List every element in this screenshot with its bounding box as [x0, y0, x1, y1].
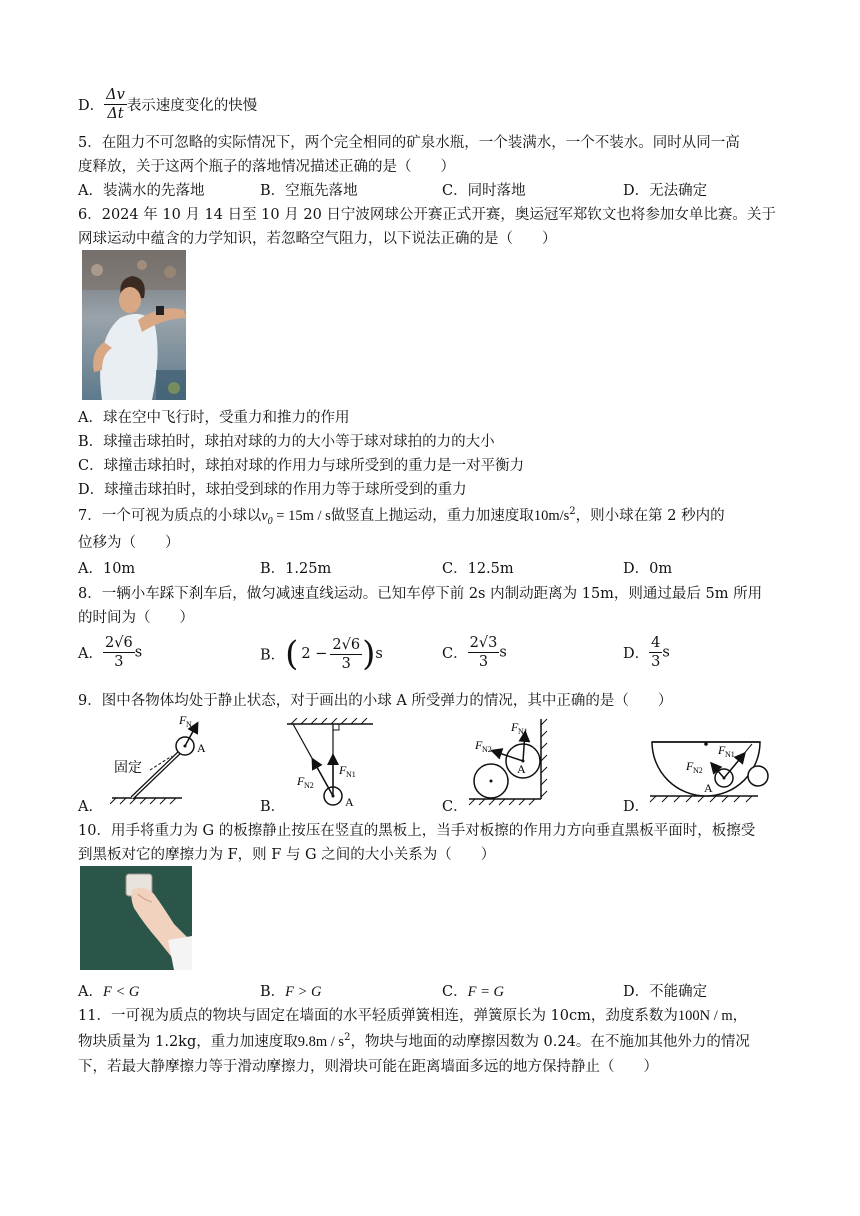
q5-option-a: A．装满水的先落地: [78, 183, 205, 199]
fraction-denominator: 3: [341, 655, 351, 672]
q11-stem-line2: [78, 1030, 750, 1051]
q8-stem-line1: 8．一辆小车踩下刹车后，做匀减速直线运动。已知车停下前 2s 内制动距离为 15m，则通过最后 5m 所用: [78, 586, 763, 602]
q7-option-a: A．10m: [78, 561, 136, 577]
option-label: D．: [78, 98, 105, 114]
fraction-numerator: 2√6: [104, 635, 133, 651]
q5-stem-line1: 5．在阻力不可忽略的实际情况下，两个完全相同的矿泉水瓶，一个装满水，一个不装水。同时从同一高: [78, 135, 740, 151]
fig-b-force2-subscript: N2: [304, 781, 314, 790]
b-minuend: 2 −: [301, 646, 328, 662]
q9-option-c-label: C．: [442, 799, 468, 815]
fraction-denominator: 3: [478, 654, 489, 670]
option-math: F < G: [102, 984, 140, 1000]
q5-option-d: D．无法确定: [623, 183, 708, 199]
fig-b-force2-label: F: [297, 774, 305, 788]
q8-option-b: [260, 634, 383, 674]
option-d-fraction: [649, 634, 662, 671]
fig-a-fixed-label: 固定: [114, 760, 142, 776]
fig-b-force1-label: F: [339, 763, 347, 777]
fraction-denominator: Δt: [107, 106, 124, 122]
paren-right: ): [362, 634, 376, 674]
q7-v0-value: = 15m / s: [272, 508, 331, 524]
q6-option-a: A．球在空中飞行时，受重力和推力的作用: [78, 410, 350, 426]
q7-option-d: D．0m: [623, 561, 673, 577]
fig-a-force-subscript: N: [186, 720, 192, 729]
option-label: B．: [260, 984, 286, 1000]
fig-d-ball-label: A: [704, 781, 713, 795]
q7-stem-line1: [78, 504, 725, 527]
option-label: A．: [78, 646, 103, 662]
q10-option-a: [78, 980, 139, 1001]
q9-figure-c: [467, 715, 552, 807]
fig-c-force1-label: F: [511, 720, 519, 734]
fig-b-ball-label: A: [345, 795, 354, 809]
q9-option-b-label: B．: [260, 799, 286, 815]
q7-option-b: B．1.25m: [260, 561, 332, 577]
q6-option-b: B．球撞击球拍时，球拍对球的力的大小等于球对球拍的力的大小: [78, 434, 495, 450]
unit: s: [375, 646, 383, 662]
q8-option-c: [442, 634, 507, 671]
q6-stem-line1: 6．2024 年 10 月 14 日至 10 月 20 日宁波网球公开赛正式开赛，奥运冠军郑钦文也将参加女单比赛。关于: [78, 207, 776, 223]
q11-g-exponent: 2: [344, 1032, 351, 1044]
q11-text-2: 物块质量为 1.2kg，重力加速度取: [78, 1034, 298, 1050]
fraction-numerator: Δv: [106, 87, 125, 103]
fraction-dv-dt: [104, 86, 127, 123]
fig-c-ball-label: A: [517, 762, 526, 776]
q10-option-b: [260, 980, 322, 1001]
q8-stem-line2: 的时间为（ ）: [78, 610, 194, 626]
fraction-denominator: 3: [114, 654, 124, 670]
blackboard-photo-graphic: [80, 866, 192, 970]
q5-option-b: B．空瓶先落地: [260, 183, 358, 199]
q7-text-pre: 7．一个可视为质点的小球以: [78, 508, 262, 524]
blackboard-eraser-photo: [80, 866, 192, 970]
unit: s: [499, 644, 507, 661]
q11-stem-line1: [78, 1004, 747, 1025]
tennis-photo-graphic: [82, 250, 186, 400]
q8-option-d: [623, 634, 670, 671]
fig-d-force2-label: F: [686, 759, 694, 773]
q9-figure-a: [110, 710, 220, 805]
fraction-denominator: 3: [651, 654, 661, 670]
q9-figure-d: [648, 734, 773, 804]
tennis-player-photo: [82, 250, 186, 400]
q8-option-a: [78, 634, 142, 671]
q11-text-1b: ，: [732, 1008, 748, 1024]
option-b-fraction: [330, 636, 362, 673]
option-math: F > G: [285, 984, 322, 1000]
q10-stem-line1: 10．用手将重力为 G 的板擦静止按压在竖直的黑板上，当手对板擦的作用力方向垂直黑板平面时，板擦受: [78, 823, 756, 839]
q4-option-d: [78, 86, 257, 123]
q5-stem-line2: 度释放，关于这两个瓶子的落地情况描述正确的是（ ）: [78, 159, 455, 175]
fig-a-ball-label: A: [197, 741, 206, 755]
q9-option-a-label: A．: [78, 799, 103, 815]
paren-left: (: [285, 634, 299, 674]
option-label: C．: [442, 646, 468, 662]
q11-text-1: 11．一可视为质点的物块与固定在墙面的水平轻质弹簧相连，弹簧原长为 10cm，劲度系数为: [78, 1008, 678, 1024]
q7-g-value: 10m/s: [533, 508, 570, 524]
option-math: F = G: [467, 984, 504, 1000]
q7-text-mid: 做竖直上抛运动，重力加速度取: [330, 508, 534, 524]
q10-stem-line2: 到黑板对它的摩擦力为 F，则 F 与 G 之间的大小关系为（ ）: [78, 847, 496, 863]
fig-d-force2-subscript: N2: [693, 766, 703, 775]
fraction-numerator: 2√3: [469, 635, 498, 651]
option-a-fraction: [103, 634, 135, 671]
fig-d-force1-subscript: N1: [725, 750, 735, 759]
unit: s: [662, 644, 670, 661]
option-label: A．: [78, 984, 103, 1000]
unit: s: [134, 644, 143, 661]
v-symbol: v: [261, 508, 268, 524]
q7-text-post: ，则小球在第 2 秒内的: [575, 508, 725, 524]
q11-spring-constant: 100N / m: [677, 1008, 733, 1024]
option-c-fraction: [468, 634, 500, 671]
q7-g-exponent: 2: [569, 506, 576, 518]
fig-b-force1-subscript: N1: [346, 770, 356, 779]
q5-option-c: C．同时落地: [442, 183, 526, 199]
q7-v0: [261, 508, 273, 527]
v-subscript: 0: [267, 515, 273, 527]
q7-stem-line2: 位移为（ ）: [78, 535, 180, 551]
q10-option-d: D．不能确定: [623, 984, 708, 1000]
q9-stem-line1: 9．图中各物体均处于静止状态，对于画出的小球 A 所受弹力的情况，其中正确的是（ ）: [78, 693, 673, 709]
q11-text-2b: ，物块与地面的动摩擦因数为 0.24。在不施加其他外力的情况: [350, 1034, 750, 1050]
q10-option-c: [442, 980, 504, 1001]
fig-c-force2-label: F: [475, 738, 483, 752]
q6-option-d: D．球撞击球拍时，球拍受到球的作用力等于球所受到的重力: [78, 482, 467, 498]
option-label: B．: [260, 647, 286, 664]
q11-g-value: 9.8m / s: [297, 1034, 345, 1050]
q6-stem-line2: 网球运动中蕴含的力学知识，若忽略空气阻力，以下说法正确的是（ ）: [78, 231, 557, 247]
q9-figure-b: [285, 718, 380, 810]
option-text: 表示速度变化的快慢: [126, 98, 258, 114]
fig-c-force2-subscript: N2: [482, 745, 492, 754]
q9-option-d-label: D．: [623, 799, 650, 815]
option-label: D．: [623, 646, 650, 662]
q7-option-c: C．12.5m: [442, 561, 514, 577]
fraction-numerator: 4: [651, 635, 661, 651]
fig-c-force1-subscript: N1: [518, 727, 528, 736]
fig-a-force-label: F: [179, 713, 187, 727]
option-label: C．: [442, 984, 468, 1000]
fraction-numerator: 2√6: [332, 636, 361, 653]
fig-d-force1-label: F: [718, 743, 726, 757]
q11-stem-line3: 下，若最大静摩擦力等于滑动摩擦力，则滑块可能在距离墙面多远的地方保持静止（ ）: [78, 1059, 658, 1075]
q6-option-c: C．球撞击球拍时，球拍对球的作用力与球所受到的重力是一对平衡力: [78, 458, 525, 474]
